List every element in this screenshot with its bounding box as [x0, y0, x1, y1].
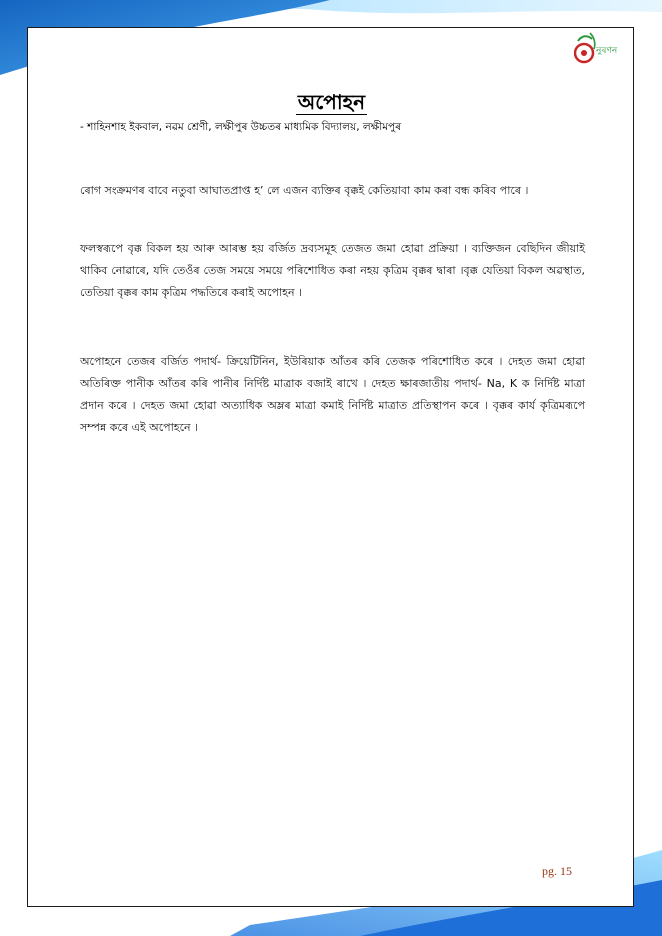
page-frame	[27, 27, 634, 907]
page-number: pg. 15	[542, 864, 572, 878]
author-byline: - শাহিনশাহ ইকবাল, নৱম শ্ৰেণী, লক্ষীপুৰ উচ্চতৰ মাধ্যমিক বিদ্যালয়, লক্ষীমপুৰ	[80, 121, 402, 133]
paragraph-3: অপোহনে তেজৰ বৰ্জিত পদাৰ্থ- ক্ৰিয়েটিনিন, ইউৰিয়াক আঁতৰ কৰি তেজক পৰিশোধিত কৰে । দেহত জমা হোৱা অতিৰিক্ত পানীক আঁতৰ কৰি পানীৰ নিৰ্দিষ্ট মাত্ৰাক বজাই ৰাখে । দেহত ক্ষাৰজাতীয় পদাৰ্থ- Na, K ক নিৰ্দিষ্ট মাত্ৰা প্ৰদান কৰে । দেহত জমা হোৱা অত্যাধিক অম্লৰ মাত্ৰা কমাই নিৰ্দিষ্ট মাত্ৰাত প্ৰতিস্থাপন কৰে । বৃক্কৰ কাৰ্য কৃত্ৰিমৰূপে সম্পন্ন কৰে এই অপোহনে ।	[80, 355, 585, 434]
logo-text: নুৰণন	[596, 46, 618, 56]
article-title: অপোহন	[297, 90, 366, 114]
paragraph-2: ফলস্বৰূপে বৃক্ক বিকল হয় আৰু আৰম্ভ হয় বৰ্জিত দ্ৰব্যসমূহ তেজত জমা হোৱা প্ৰক্ৰিয়া । ব্যক্তিজন বেছিদিন জীয়াই থাকিব নোৱাৰে, যদি তেওঁৰ তেজ সময়ে সময়ে পৰিশোধিত কৰা নহয় কৃত্ৰিম বৃক্কৰ দ্বাৰা ।বৃক্ক যেতিয়া বিকল অৱস্থাত, তেতিয়া বৃক্কৰ কাম কৃত্ৰিম পদ্ধতিৰে কৰাই অপোহন ।	[80, 242, 585, 299]
magazine-logo	[574, 31, 634, 71]
paragraph-1: ৰোগ সংক্ৰমণৰ বাবে নতুবা আঘাতপ্ৰাপ্ত হ’ লে এজন ব্যক্তিৰ বৃক্কই কেতিয়াবা কাম কৰা বন্ধ কৰিব পাৰে ।	[80, 184, 529, 197]
